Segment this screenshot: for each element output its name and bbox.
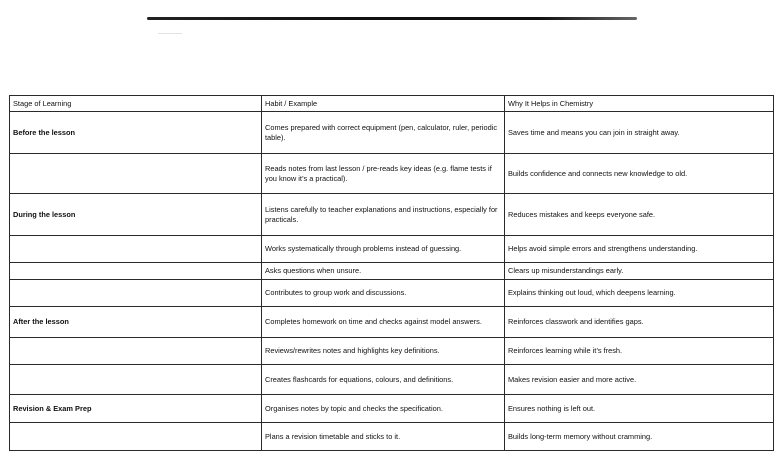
stage-cell [10,338,262,365]
why-cell: Saves time and means you can join in straight away. [505,112,774,154]
header-habit: Habit / Example [262,96,505,112]
why-cell: Ensures nothing is left out. [505,395,774,423]
table-row [10,280,774,307]
habit-cell: Reads notes from last lesson / pre-reads key ideas (e.g. flame tests if you know it’s a practical). [262,154,505,194]
stage-cell [10,365,262,395]
stage-cell: Before the lesson [10,112,262,154]
table-row [10,194,774,236]
stage-cell [10,423,262,451]
table-row [10,395,774,423]
habit-cell: Works systematically through problems instead of guessing. [262,236,505,263]
habit-cell: Listens carefully to teacher explanations and instructions, especially for practicals. [262,194,505,236]
table-row [10,338,774,365]
stage-cell: After the lesson [10,307,262,338]
header-rule [147,17,637,20]
why-cell: Clears up misunderstandings early. [505,263,774,280]
habit-cell: Asks questions when unsure. [262,263,505,280]
why-cell: Reinforces learning while it’s fresh. [505,338,774,365]
header-stage: Stage of Learning [10,96,262,112]
habit-cell: Contributes to group work and discussions. [262,280,505,307]
table-row [10,263,774,280]
header-why: Why It Helps in Chemistry [505,96,774,112]
why-cell: Reduces mistakes and keeps everyone safe. [505,194,774,236]
table-row [10,236,774,263]
stage-cell [10,263,262,280]
table-row [10,365,774,395]
why-cell: Builds confidence and connects new knowledge to old. [505,154,774,194]
stage-cell [10,236,262,263]
faint-mark [158,33,182,34]
stage-cell: Revision & Exam Prep [10,395,262,423]
table-row [10,112,774,154]
why-cell: Reinforces classwork and identifies gaps. [505,307,774,338]
stage-cell [10,154,262,194]
habit-cell: Creates flashcards for equations, colours, and definitions. [262,365,505,395]
why-cell: Makes revision easier and more active. [505,365,774,395]
habit-cell: Completes homework on time and checks against model answers. [262,307,505,338]
habit-cell: Reviews/rewrites notes and highlights key definitions. [262,338,505,365]
habit-cell: Plans a revision timetable and sticks to it. [262,423,505,451]
why-cell: Builds long-term memory without cramming. [505,423,774,451]
table-header-row [10,96,774,112]
table-row [10,154,774,194]
why-cell: Explains thinking out loud, which deepens learning. [505,280,774,307]
habit-cell: Comes prepared with correct equipment (pen, calculator, ruler, periodic table). [262,112,505,154]
habits-table [9,95,774,451]
stage-cell [10,280,262,307]
table-row [10,307,774,338]
why-cell: Helps avoid simple errors and strengthens understanding. [505,236,774,263]
stage-cell: During the lesson [10,194,262,236]
habit-cell: Organises notes by topic and checks the specification. [262,395,505,423]
table-row [10,423,774,451]
